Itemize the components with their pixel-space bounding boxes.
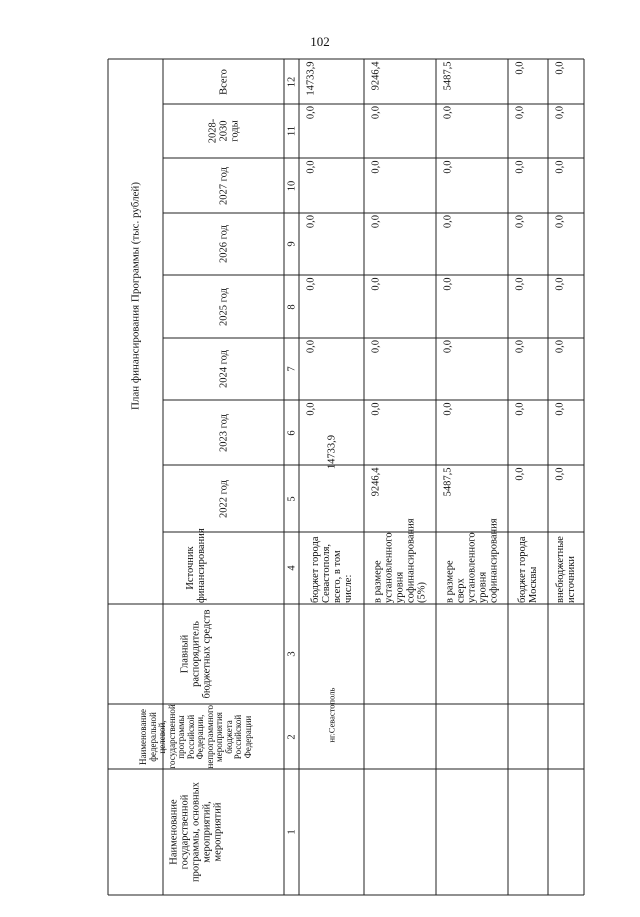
- row5-value-5: 0,0: [554, 215, 566, 229]
- header-2028-2030: 2028-2030 годы: [207, 118, 240, 144]
- row3-value-7: 0,0: [442, 106, 454, 120]
- header-col3: Главный распорядитель бюджетных средств: [179, 609, 213, 699]
- row1-value-6: 0,0: [305, 160, 317, 174]
- row2-value-8: 9246,4: [370, 61, 382, 90]
- colnum-10: 10: [286, 180, 297, 191]
- row4-value-7: 0,0: [514, 106, 526, 120]
- colnum-9: 9: [286, 241, 297, 247]
- row1-value-2: 0,0: [305, 402, 317, 416]
- row1-value-7: 0,0: [305, 106, 317, 120]
- row4-value-6: 0,0: [514, 160, 526, 174]
- header-plan: План финансирования Программы (тыс. рублей): [129, 181, 141, 410]
- row3-value-3: 0,0: [442, 340, 454, 354]
- row2-value-1: 9246,4: [370, 467, 382, 496]
- header-col1: Наименование государственной программы, основных мероприятий, мероприятий: [168, 782, 224, 882]
- header-2027: 2027 год: [218, 166, 229, 205]
- row3-value-4: 0,0: [442, 277, 454, 291]
- header-col2: Наименование федеральной целевой, государственной программы Российской Федерации, непрограммного мероприятия бюджета Российской Федерации: [138, 703, 253, 768]
- colnum-2: 2: [286, 733, 297, 740]
- header-2026: 2026 год: [218, 225, 229, 263]
- row3-value-5: 0,0: [442, 215, 454, 229]
- row5-value-8: 0,0: [554, 61, 566, 75]
- colnum-7: 7: [286, 366, 297, 372]
- row4-value-1: 0,0: [514, 467, 526, 481]
- row5-value-3: 0,0: [554, 340, 566, 354]
- row1-value-8: 14733,9: [305, 61, 317, 96]
- colnum-6: 6: [286, 429, 297, 436]
- row5-value-6: 0,0: [554, 160, 566, 174]
- colnum-4: 4: [286, 565, 297, 571]
- colnum-1: 1: [286, 829, 297, 835]
- row4-source: бюджет города Москвы: [517, 536, 539, 603]
- row2-value-7: 0,0: [370, 106, 382, 120]
- row1-v2022: 14733,9: [326, 435, 337, 470]
- row5-value-2: 0,0: [554, 402, 566, 416]
- row5-value-1: 0,0: [554, 467, 566, 481]
- row1-source: бюджет города Севастополя, всего, в том числе:: [309, 536, 354, 603]
- row3-value-2: 0,0: [442, 402, 454, 416]
- row2-value-2: 0,0: [370, 402, 382, 416]
- row4-value-5: 0,0: [514, 215, 526, 229]
- colnum-11: 11: [286, 125, 297, 137]
- header-col4: Источник финансирования: [185, 528, 207, 603]
- row4-value-4: 0,0: [514, 277, 526, 291]
- row3-value-6: 0,0: [442, 160, 454, 174]
- page-number: 102: [310, 34, 330, 49]
- row2-value-6: 0,0: [370, 160, 382, 174]
- row5-value-7: 0,0: [554, 106, 566, 120]
- row2-value-4: 0,0: [370, 277, 382, 291]
- row4-value-3: 0,0: [514, 340, 526, 354]
- row3-value-8: 5487,5: [442, 61, 454, 90]
- header-2025: 2025 год: [218, 287, 229, 326]
- header-total: Всего: [218, 68, 229, 95]
- row4-value-8: 0,0: [514, 61, 526, 75]
- colnum-8: 8: [286, 303, 297, 310]
- header-2023: 2023 год: [218, 413, 229, 452]
- row2-source: в размере установленного уровня софинансирования (5%): [372, 518, 428, 603]
- row1-value-3: 0,0: [305, 340, 317, 354]
- row3-source: в размере сверх установленного уровня софинансирования: [444, 518, 500, 603]
- colnum-12: 12: [286, 76, 297, 87]
- row5-source: внебюджетные источники: [555, 536, 577, 603]
- header-2024: 2024 год: [218, 350, 229, 388]
- colnum-3: 3: [286, 651, 297, 657]
- row3-value-1: 5487,5: [442, 467, 454, 496]
- colnum-5: 5: [286, 495, 297, 502]
- row2-value-3: 0,0: [370, 340, 382, 354]
- row1-value-4: 0,0: [305, 277, 317, 291]
- row4-value-2: 0,0: [514, 402, 526, 416]
- row1-col2: нг.Севастополь: [326, 687, 336, 743]
- row2-value-5: 0,0: [370, 215, 382, 229]
- header-2022: 2022 год: [218, 479, 229, 518]
- row5-value-4: 0,0: [554, 277, 566, 291]
- row1-value-5: 0,0: [305, 215, 317, 229]
